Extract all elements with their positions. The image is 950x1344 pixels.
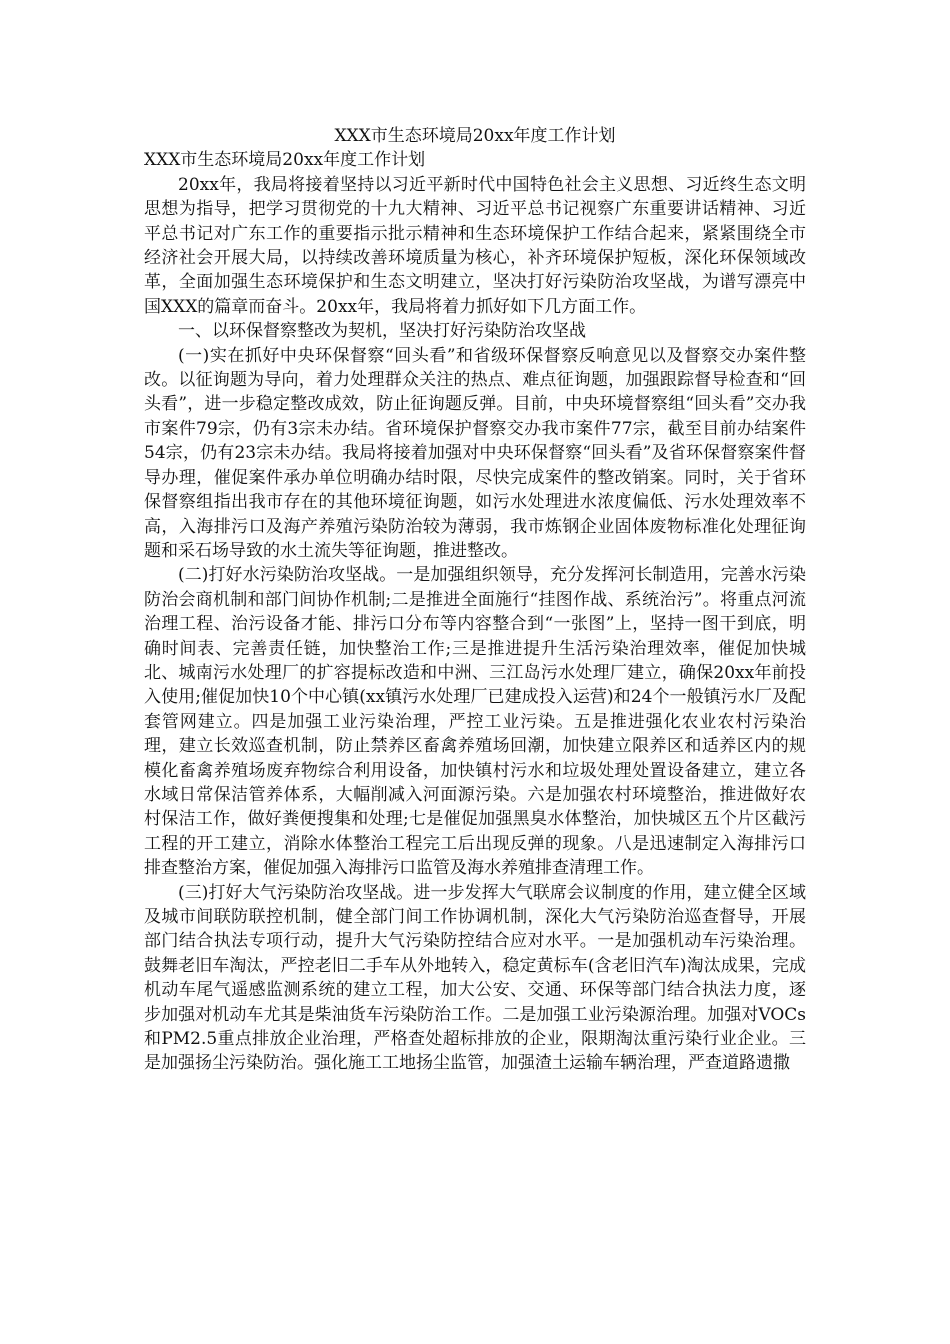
document-body xyxy=(144,124,806,1076)
document-title: XXX市生态环境局20xx年度工作计划 xyxy=(334,126,616,146)
paragraph-intro: 20xx年，我局将接着坚持以习近平新时代中国特色社会主义思想、习近终生态文明思想为指导，把学习贯彻党的十九大精神、习近平总书记视察广东重要讲话精神、习近平总书记对广东工作的重要指示批示精神和生态环境保护工作结合起来，紧紧围绕全市经济社会开展大局，以持续改善环境质量为核心，补齐环境保护短板，深化环保领域改革，全面加强生态环境保护和生态文明建立，坚决打好污染防治攻坚战，为谱写漂亮中国XXX的篇章而奋斗。20xx年，我局将着力抓好如下几方面工作。 xyxy=(144,174,806,317)
paragraph-air-pollution: (三)打好大气污染防治攻坚战。进一步发挥大气联席会议制度的作用，建立健全区域及城市间联防联控机制，健全部门间工作协调机制，深化大气污染防治巡查督导，开展部门结合执法专项行动，提升大气污染防控结合应对水平。一是加强机动车污染治理。鼓舞老旧车淘汰，严控老旧二手车从外地转入，稳定黄标车(含老旧汽车)淘汰成果，完成机动车尾气遥感监测系统的建立工程，加大公安、交通、环保等部门结合执法力度，逐步加强对机动车尤其是柴油货车污染防治工作。二是加强工业污染源治理。加强对VOCs和PM2.5重点排放企业治理，严格查处超标排放的企业，限期淘汰重污染行业企业。三是加强扬尘污染防治。强化施工工地扬尘监管，加强渣土运输车辆治理，严查道路遗撒 xyxy=(144,882,806,1074)
section-heading-1: 一、以环保督察整改为契机，坚决打好污染防治攻坚战 xyxy=(178,321,586,342)
document-subtitle: XXX市生态环境局20xx年度工作计划 xyxy=(144,150,426,171)
paragraph-water-pollution: (二)打好水污染防治攻坚战。一是加强组织领导，充分发挥河长制造用，完善水污染防治会商机制和部门间协作机制;二是推进全面施行“挂图作战、系统治污”。将重点河流治理工程、治污设备才能、排污口分布等内容整合到“一张图”上，坚持一图干到底，明确时间表、完善责任链，加快整治工作;三是推进提升生活污染治理效率，催促加快城北、城南污水处理厂的扩容提标改造和中洲、三江岛污水处理厂建立，确保20xx年前投入使用;催促加快10个中心镇(xx镇污水处理厂已建成投入运营)和24个一般镇污水厂及配套管网建立。四是加强工业污染治理，严控工业污染。五是推进强化农业农村污染治理，建立长效巡查机制，防止禁养区畜禽养殖场回潮，加快建立限养区和适养区内的规模化畜禽养殖场废弃物综合利用设备，加快镇村污水和垃圾处理处置设备建立，建立各水域日常保洁管养体系，大幅削减入河面源污染。六是加强农村环境整治，推进做好农村保洁工作，做好粪便搜集和处理;七是催促加强黑臭水体整治，加快城区五个片区截污工程的开工建立，消除水体整治工程完工后出现反弹的现象。八是迅速制定入海排污口排查整治方案，催促加强入海排污口监管及海水养殖排查清理工作。 xyxy=(144,565,806,879)
paragraph-supervision: (一)实在抓好中央环保督察“回头看”和省级环保督察反响意见以及督察交办案件整改。以征询题为导向，着力处理群众关注的热点、难点征询题，加强跟踪督导检查和“回头看”，进一步稳定整改成效，防止征询题反弹。目前，中央环境督察组“回头看”交办我市案件79宗，仍有3宗未办结。省环境保护督察交办我市案件77宗，截至目前办结案件54宗，仍有23宗未办结。我局将接着加强对中央环保督察“回头看”及省环保督察案件督导办理，催促案件承办单位明确办结时限，尽快完成案件的整改销案。同时，关于省环保督察组指出我市存在的其他环境征询题，如污水处理进水浓度偏低、污水处理效率不高，入海排污口及海产养殖污染防治较为薄弱，我市炼钢企业固体废物标准化处理征询题和采石场导致的水土流失等征询题，推进整改。 xyxy=(144,345,806,561)
